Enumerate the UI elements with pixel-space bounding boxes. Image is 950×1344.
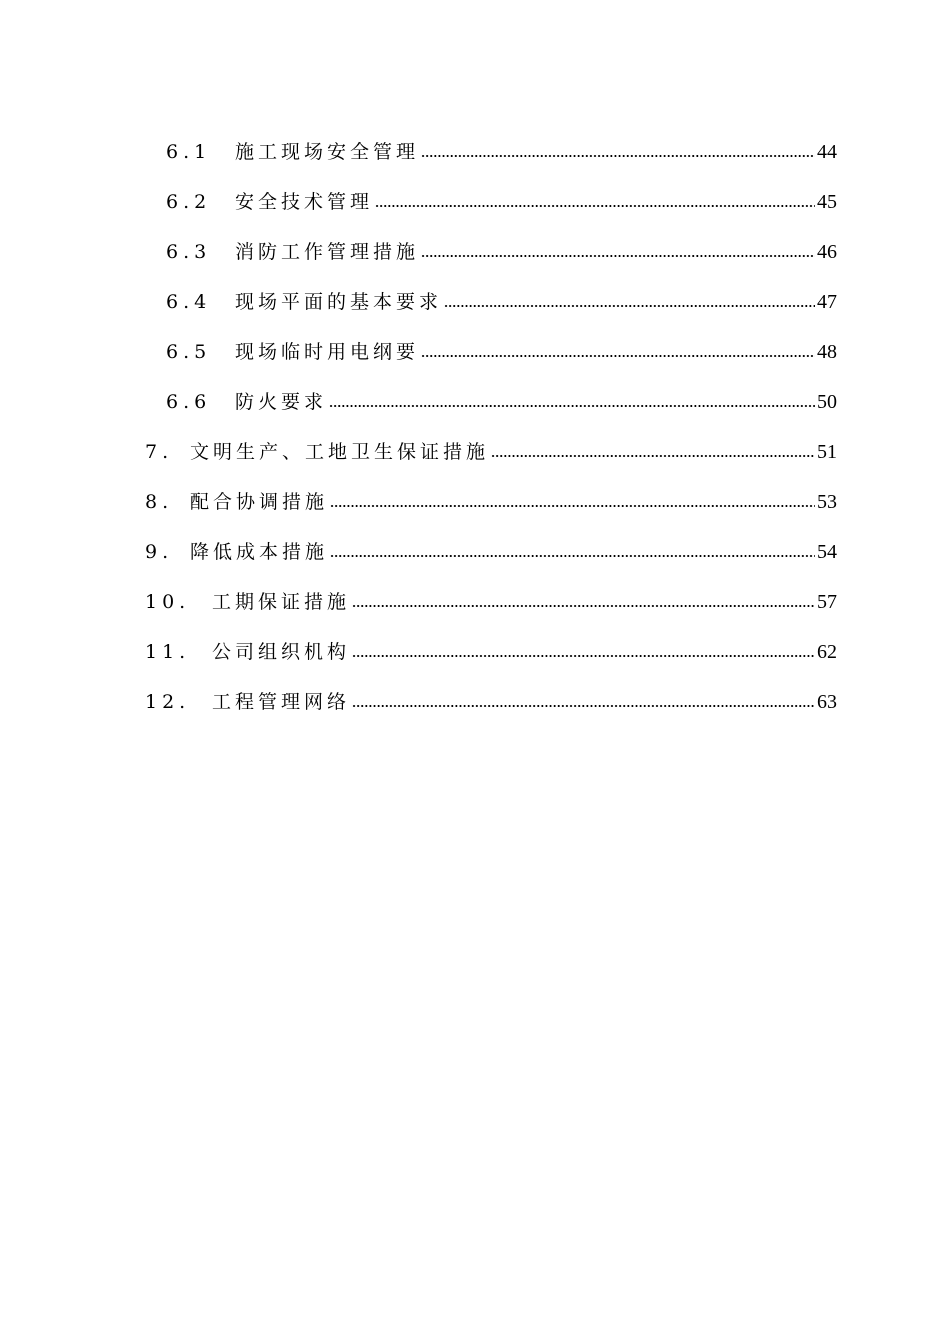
toc-entry-page: 54 <box>817 540 837 563</box>
toc-entry-title: 安全技术管理 <box>235 190 374 213</box>
toc-entry-number: 8. <box>145 490 174 513</box>
toc-entry-page: 62 <box>817 640 837 663</box>
toc-entry-number: 6.4 <box>166 290 212 313</box>
table-of-contents <box>0 125 950 725</box>
dot-leader <box>421 139 815 158</box>
toc-entry-page: 63 <box>817 690 837 713</box>
toc-entry-11[interactable] <box>0 625 950 675</box>
toc-entry-page: 45 <box>817 190 837 213</box>
toc-entry-6-5[interactable] <box>0 325 950 375</box>
dot-leader <box>352 589 815 608</box>
toc-entry-number: 7. <box>145 440 174 463</box>
dot-leader <box>421 339 815 358</box>
toc-entry-12[interactable] <box>0 675 950 725</box>
toc-entry-9[interactable] <box>0 525 950 575</box>
dot-leader <box>421 239 815 258</box>
toc-entry-page: 48 <box>817 340 837 363</box>
toc-entry-page: 47 <box>817 290 837 313</box>
dot-leader <box>375 189 815 208</box>
toc-entry-page: 51 <box>817 440 837 463</box>
dot-leader <box>444 289 815 308</box>
toc-entry-10[interactable] <box>0 575 950 625</box>
dot-leader <box>491 439 815 458</box>
toc-entry-number: 6.5 <box>166 340 212 363</box>
dot-leader <box>352 639 815 658</box>
toc-entry-title: 防火要求 <box>235 390 328 413</box>
toc-entry-title: 施工现场安全管理 <box>235 140 420 163</box>
dot-leader <box>330 489 815 508</box>
toc-entry-title: 消防工作管理措施 <box>235 240 420 263</box>
toc-entry-6-1[interactable] <box>0 125 950 175</box>
toc-entry-6-4[interactable] <box>0 275 950 325</box>
toc-entry-page: 50 <box>817 390 837 413</box>
toc-entry-number: 10. <box>145 590 191 613</box>
toc-entry-title: 公司组织机构 <box>212 640 351 663</box>
toc-entry-number: 9. <box>145 540 174 563</box>
toc-entry-7[interactable] <box>0 425 950 475</box>
toc-entry-number: 6.2 <box>166 190 212 213</box>
toc-entry-6-2[interactable] <box>0 175 950 225</box>
toc-entry-title: 配合协调措施 <box>190 490 329 513</box>
toc-entry-number: 6.1 <box>166 140 212 163</box>
toc-entry-page: 44 <box>817 140 837 163</box>
toc-entry-page: 57 <box>817 590 837 613</box>
toc-entry-number: 11. <box>145 640 191 663</box>
toc-entry-title: 文明生产、工地卫生保证措施 <box>190 440 490 463</box>
toc-entry-number: 6.6 <box>166 390 212 413</box>
dot-leader <box>330 539 815 558</box>
dot-leader <box>329 389 815 408</box>
toc-entry-page: 53 <box>817 490 837 513</box>
toc-entry-title: 现场平面的基本要求 <box>235 290 443 313</box>
toc-entry-title: 工程管理网络 <box>212 690 351 713</box>
toc-entry-title: 工期保证措施 <box>212 590 351 613</box>
toc-entry-6-3[interactable] <box>0 225 950 275</box>
dot-leader <box>352 689 815 708</box>
toc-entry-8[interactable] <box>0 475 950 525</box>
toc-entry-number: 12. <box>145 690 191 713</box>
toc-entry-page: 46 <box>817 240 837 263</box>
toc-entry-number: 6.3 <box>166 240 212 263</box>
toc-entry-title: 降低成本措施 <box>190 540 329 563</box>
toc-entry-6-6[interactable] <box>0 375 950 425</box>
toc-entry-title: 现场临时用电纲要 <box>235 340 420 363</box>
